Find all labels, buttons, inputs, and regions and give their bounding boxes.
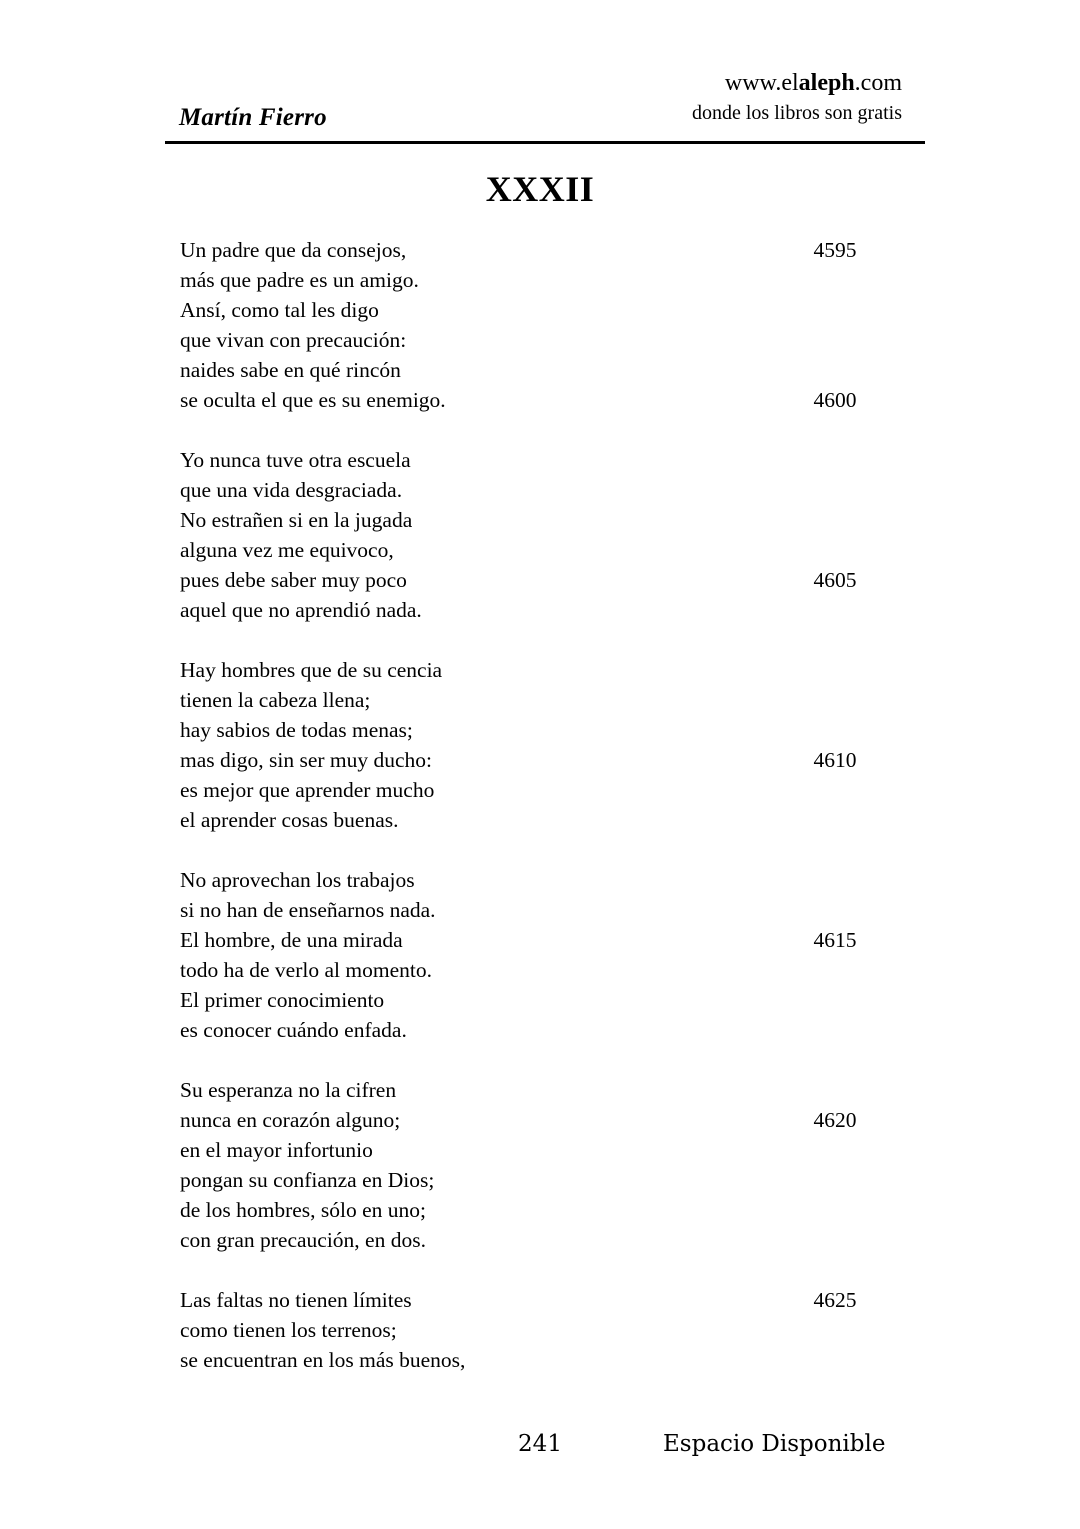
verse-line-number: 4595 (813, 238, 857, 262)
verse-line (180, 1285, 940, 1315)
verse-line (180, 1345, 940, 1375)
verse-line-number: 4615 (813, 928, 857, 952)
stanza (180, 445, 940, 625)
page-footer (0, 1424, 1080, 1464)
verse-line (180, 445, 940, 475)
verse-line (180, 685, 940, 715)
verse-line (180, 595, 940, 625)
verse-line (180, 1105, 940, 1135)
verse-text: Ansí, como tal les digo (180, 298, 379, 322)
verse-line (180, 1225, 940, 1255)
verse-line (180, 355, 940, 385)
verse-text: Su esperanza no la cifren (180, 1078, 397, 1102)
verse-text: alguna vez me equivoco, (180, 538, 394, 562)
verse-line (180, 385, 940, 415)
verse-line (180, 955, 940, 985)
verse-line (180, 865, 940, 895)
verse-text: es conocer cuándo enfada. (180, 1018, 407, 1042)
verse-line (180, 925, 940, 955)
verse-text: todo ha de verlo al momento. (180, 958, 432, 982)
verse-text: El hombre, de una mirada (180, 928, 403, 952)
verse-line (180, 325, 940, 355)
footer-note: Espacio Disponible (663, 1431, 886, 1457)
verse-text: se oculta el que es su enemigo. (180, 388, 446, 412)
verse-text: nunca en corazón alguno; (180, 1108, 401, 1132)
stanza (180, 865, 940, 1045)
verse-line (180, 565, 940, 595)
verse-text: es mejor que aprender mucho (180, 778, 435, 802)
stanza (180, 655, 940, 835)
verse-line (180, 475, 940, 505)
footer-page-number: 241 (518, 1431, 562, 1457)
header-divider (165, 141, 925, 144)
verse-line (180, 505, 940, 535)
verse-text: como tienen los terrenos; (180, 1318, 397, 1342)
poem-body (180, 235, 940, 1405)
verse-text: hay sabios de todas menas; (180, 718, 413, 742)
website-prefix: www.el (724, 70, 799, 96)
verse-line-number: 4610 (813, 748, 857, 772)
verse-line (180, 655, 940, 685)
stanza (180, 1285, 940, 1375)
verse-text: de los hombres, sólo en uno; (180, 1198, 427, 1222)
book-title: Martín Fierro (179, 104, 327, 131)
verse-line (180, 1015, 940, 1045)
verse-text: El primer conocimiento (180, 988, 385, 1012)
verse-line (180, 775, 940, 805)
verse-text: más que padre es un amigo. (180, 268, 419, 292)
publisher-tagline: donde los libros son gratis (692, 102, 902, 124)
verse-text: aquel que no aprendió nada. (180, 598, 422, 622)
stanza (180, 235, 940, 415)
verse-text: pongan su confianza en Dios; (180, 1168, 435, 1192)
verse-text: el aprender cosas buenas. (180, 808, 399, 832)
verse-text: si no han de enseñarnos nada. (180, 898, 436, 922)
canto-title: XXXII (485, 169, 595, 209)
verse-line-number: 4620 (813, 1108, 857, 1132)
running-head (165, 68, 925, 138)
verse-text: Un padre que da consejos, (180, 238, 407, 262)
verse-text: tienen la cabeza llena; (180, 688, 371, 712)
verse-text: naides sabe en qué rincón (180, 358, 401, 382)
verse-line-number: 4625 (813, 1288, 857, 1312)
verse-text: mas digo, sin ser muy ducho: (180, 748, 433, 772)
verse-text: Yo nunca tuve otra escuela (180, 448, 411, 472)
publisher-website (692, 68, 902, 99)
publisher-block (692, 68, 902, 128)
verse-line (180, 295, 940, 325)
stanza (180, 1075, 940, 1255)
verse-line-number: 4605 (813, 568, 857, 592)
verse-line (180, 985, 940, 1015)
verse-line (180, 265, 940, 295)
verse-text: se encuentran en los más buenos, (180, 1348, 466, 1372)
verse-text: con gran precaución, en dos. (180, 1228, 426, 1252)
verse-line (180, 1195, 940, 1225)
verse-text: que vivan con precaución: (180, 328, 407, 352)
verse-line (180, 1135, 940, 1165)
verse-text: No estrañen si en la jugada (180, 508, 413, 532)
verse-line (180, 1315, 940, 1345)
verse-text: que una vida desgraciada. (180, 478, 403, 502)
verse-text: pues debe saber muy poco (180, 568, 407, 592)
verse-line (180, 895, 940, 925)
verse-line (180, 715, 940, 745)
verse-line-number: 4600 (813, 388, 857, 412)
verse-line (180, 745, 940, 775)
verse-text: en el mayor infortunio (180, 1138, 373, 1162)
verse-line (180, 235, 940, 265)
verse-line (180, 535, 940, 565)
website-brand: aleph (798, 70, 855, 96)
verse-text: Las faltas no tienen límites (180, 1288, 412, 1312)
website-suffix: .com (854, 70, 902, 96)
verse-text: No aprovechan los trabajos (180, 868, 415, 892)
verse-text: Hay hombres que de su cencia (180, 658, 443, 682)
verse-line (180, 1165, 940, 1195)
verse-line (180, 1075, 940, 1105)
verse-line (180, 805, 940, 835)
